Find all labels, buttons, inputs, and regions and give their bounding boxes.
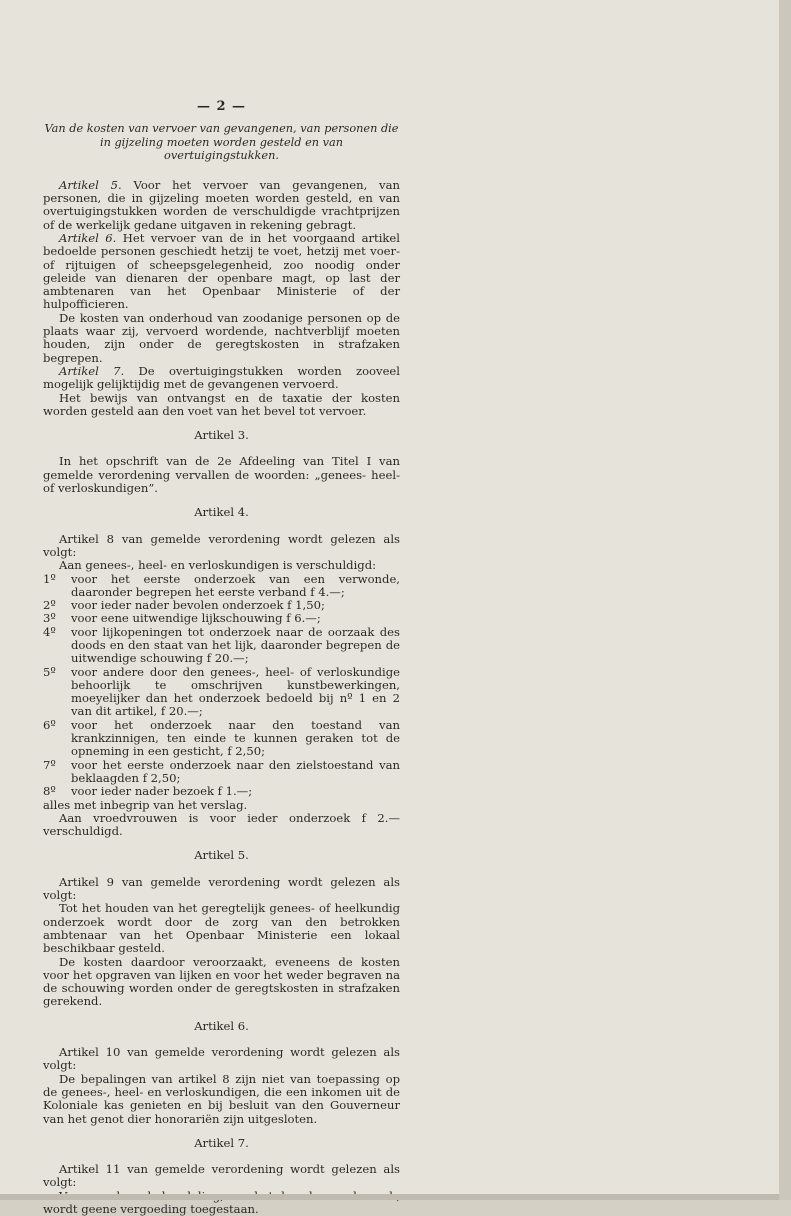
list-item xyxy=(43,573,400,600)
page-content xyxy=(43,100,400,1216)
artikel-6-title: Artikel 6. xyxy=(194,1018,249,1033)
art7-label: Artikel 7. xyxy=(59,363,125,378)
artikel-5-title: Artikel 5. xyxy=(194,848,249,863)
list-item-number: 6º xyxy=(43,717,56,732)
list-item-number: 7º xyxy=(43,757,56,772)
list-item-text: voor andere door den genees-, heel- of verloskundige behoorlijk te omschrijven kunstbewerkingen, moeyelijker dan het onderzoek bedoeld bij nº 1 en 2 van dit artikel, f 20.—; xyxy=(71,664,400,719)
artikel-3-text: In het opschrift van de 2e Afdeeling van Titel I van gemelde verordening vervallen de woorden: „genees- heel- of verloskundigen”. xyxy=(43,454,400,496)
art6-text: Het vervoer van de in het voorgaand artikel bedoelde personen geschiedt hetzij te voet, hetzij met voer- of rijtuigen of scheepsgelegenheid, zoo noodig onder geleide van dienaren der openbare magt, op last der ambtenaren van het Openbaar Ministerie of der hulpofficieren. xyxy=(43,230,400,312)
list-item xyxy=(43,759,400,786)
list-item-number: 2º xyxy=(43,598,56,613)
artikel-4-title: Artikel 4. xyxy=(194,505,249,520)
artikel-4-intro-2: Aan genees-, heel- en verloskundigen is verschuldigd: xyxy=(59,558,377,573)
art7-paragraph xyxy=(43,365,400,392)
artikel-4-intro: Artikel 8 van gemelde verordening wordt gelezen als volgt: xyxy=(43,531,400,559)
art7-paragraph-2: Het bewijs van ontvangst en de taxatie der kosten worden gesteld aan den voet van het bevel tot vervoer. xyxy=(43,390,400,418)
list-item xyxy=(43,719,400,759)
artikel-4-outro-2: Aan vroedvrouwen is voor ieder onderzoek f 2.— verschuldigd. xyxy=(43,810,400,839)
artikel-4-outro: alles met inbegrip van het verslag. xyxy=(43,797,248,812)
list-item-number: 1º xyxy=(43,571,56,586)
list-item-number: 4º xyxy=(43,624,56,639)
list-item xyxy=(43,599,400,612)
list-item-number: 8º xyxy=(43,784,56,799)
page-number: — 2 — xyxy=(196,99,247,114)
art5-text: Voor het vervoer van gevangenen, van personen, die in gijzeling moeten worden gesteld, en van overtuigingstukken worden de verschuldigde vrachtprijzen of de werkelijk gedane uitgaven in rekening gebragt. xyxy=(43,177,400,232)
page-edge xyxy=(779,0,791,1200)
artikel-6-intro: Artikel 10 van gemelde verordening wordt gelezen als volgt: xyxy=(43,1045,400,1073)
artikel-3-title: Artikel 3. xyxy=(194,428,249,443)
art6-paragraph-2: De kosten van onderhoud van zoodanige personen op de plaats waar zij, vervoerd wordende, nachtverblijf moeten houden, zijn onder de geregtskosten in strafzaken begrepen. xyxy=(43,310,400,365)
artikel-7-intro: Artikel 11 van gemelde verordening wordt gelezen als volgt: xyxy=(43,1162,400,1190)
fee-list xyxy=(43,573,400,799)
art6-label: Artikel 6. xyxy=(59,230,117,245)
artikel-5-text: Tot het houden van het geregtelijk genees- of heelkundig onderzoek wordt door de zorg van den betrokken ambtenaar van het Openbaar Ministerie een lokaal beschikbaar gesteld. xyxy=(43,901,400,956)
artikel-6-text: De bepalingen van artikel 8 zijn niet van toepassing op de genees-, heel- en verloskundigen, die een inkomen uit de Koloniale kas genieten en bij besluit van den Gouverneur van het genot dier honorariën zijn uitgesloten. xyxy=(43,1071,400,1126)
section-heading: Van de kosten van vervoer van gevangenen, van personen die in gijzeling moeten worden gesteld en van overtuigingstukken. xyxy=(44,122,399,163)
list-item-number: 3º xyxy=(43,611,56,626)
list-item-text: voor ieder nader bezoek f 1.—; xyxy=(71,784,253,799)
art5-paragraph xyxy=(43,179,400,232)
artikel-5-text-2: De kosten daardoor veroorzaakt, eveneens de kosten voor het opgraven van lijken en voor het weder begraven na de schouwing worden onder de geregtskosten in strafzaken gerekend. xyxy=(43,954,400,1009)
art7-text: De overtuigingstukken worden zooveel mogelijk gelijktijdig met de gevangenen vervoerd. xyxy=(43,363,401,392)
list-item xyxy=(43,785,400,798)
artikel-7-text: wordt geene vergoeding toegestaan. xyxy=(43,1201,259,1216)
art5-label: Artikel 5. xyxy=(59,177,122,192)
artikel-7-title: Artikel 7. xyxy=(194,1135,249,1150)
art6-paragraph xyxy=(43,232,400,312)
list-item-text: voor het eerste onderzoek naar den zielstoestand van beklaagden f 2,50; xyxy=(71,757,400,785)
list-item xyxy=(43,666,400,719)
list-item-text: voor ieder nader bevolen onderzoek f 1,50; xyxy=(71,598,325,613)
list-item-text: voor eene uitwendige lijkschouwing f 6.—; xyxy=(71,611,321,626)
list-item-number: 5º xyxy=(43,664,56,679)
page-bottom-edge xyxy=(0,1194,779,1200)
list-item xyxy=(43,612,400,625)
list-item xyxy=(43,626,400,666)
artikel-5-intro: Artikel 9 van gemelde verordening wordt gelezen als volgt: xyxy=(43,874,400,903)
list-item-text: voor het onderzoek naar den toestand van krankzinnigen, ten einde te kunnen geraken tot de opneming in een gesticht, f 2,50; xyxy=(71,717,400,759)
list-item-text: voor het eerste onderzoek van een verwonde, daaronder begrepen het eerste verband f 4.—; xyxy=(71,571,400,599)
list-item-text: voor lijkopeningen tot onderzoek naar de oorzaak des doods en den staat van het lijk, daaronder begrepen de uitwendige schouwing f 20.—; xyxy=(71,624,400,666)
